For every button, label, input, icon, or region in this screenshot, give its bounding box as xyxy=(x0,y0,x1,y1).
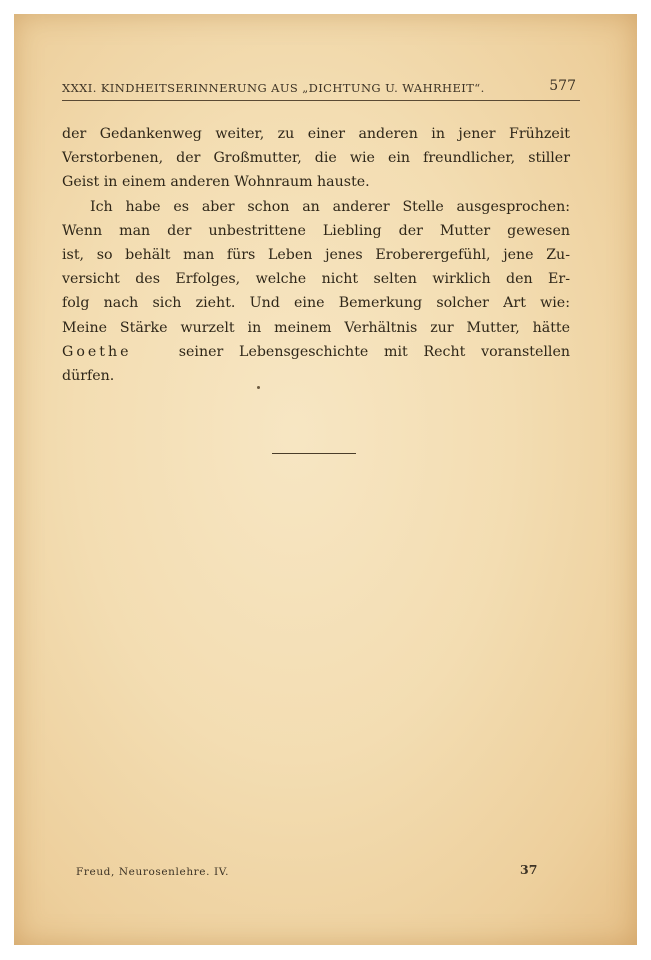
text-line-rest: seiner Lebensgeschichte mit Recht voranstellen xyxy=(178,343,570,360)
text-line: der Gedankenweg weiter, zu einer anderen in jener Frühzeit xyxy=(62,126,570,142)
page-number: 577 xyxy=(549,78,576,94)
text-line-with-name xyxy=(62,340,570,364)
header-rule xyxy=(62,100,580,101)
running-header xyxy=(62,78,582,100)
running-header-title: XXXI. KINDHEITSERINNERUNG AUS „DICHTUNG U. WAHRHEIT“. xyxy=(62,81,485,95)
text-line: Verstorbenen, der Großmutter, die wie ein freundlicher, stiller xyxy=(62,150,570,167)
text-line: dürfen. xyxy=(62,368,115,385)
spaced-name: Goethe xyxy=(62,343,132,360)
ink-speck xyxy=(257,386,260,389)
paragraph-start-line: Ich habe es aber schon an anderer Stelle ausgesprochen: xyxy=(90,198,570,215)
text-line: ist, so behält man fürs Leben jenes Eroberergefühl, jene Zu- xyxy=(62,247,570,264)
text-line: versicht des Erfolges, welche nicht selten wirklich den Er- xyxy=(62,271,570,288)
text-line: folg nach sich zieht. Und eine Bemerkung solcher Art wie: xyxy=(62,295,570,312)
printer-signature: Freud, Neurosenlehre. IV. xyxy=(76,866,230,878)
section-end-rule xyxy=(272,453,356,454)
text-line: Meine Stärke wurzelt in meinem Verhältnis zur Mutter, hätte xyxy=(62,319,570,336)
book-page xyxy=(14,14,637,945)
sheet-number: 37 xyxy=(520,862,538,877)
text-line: Geist in einem anderen Wohnraum hauste. xyxy=(62,174,370,191)
body-text xyxy=(62,122,570,388)
text-line: Wenn man der unbestrittene Liebling der Mutter gewesen xyxy=(62,222,570,239)
